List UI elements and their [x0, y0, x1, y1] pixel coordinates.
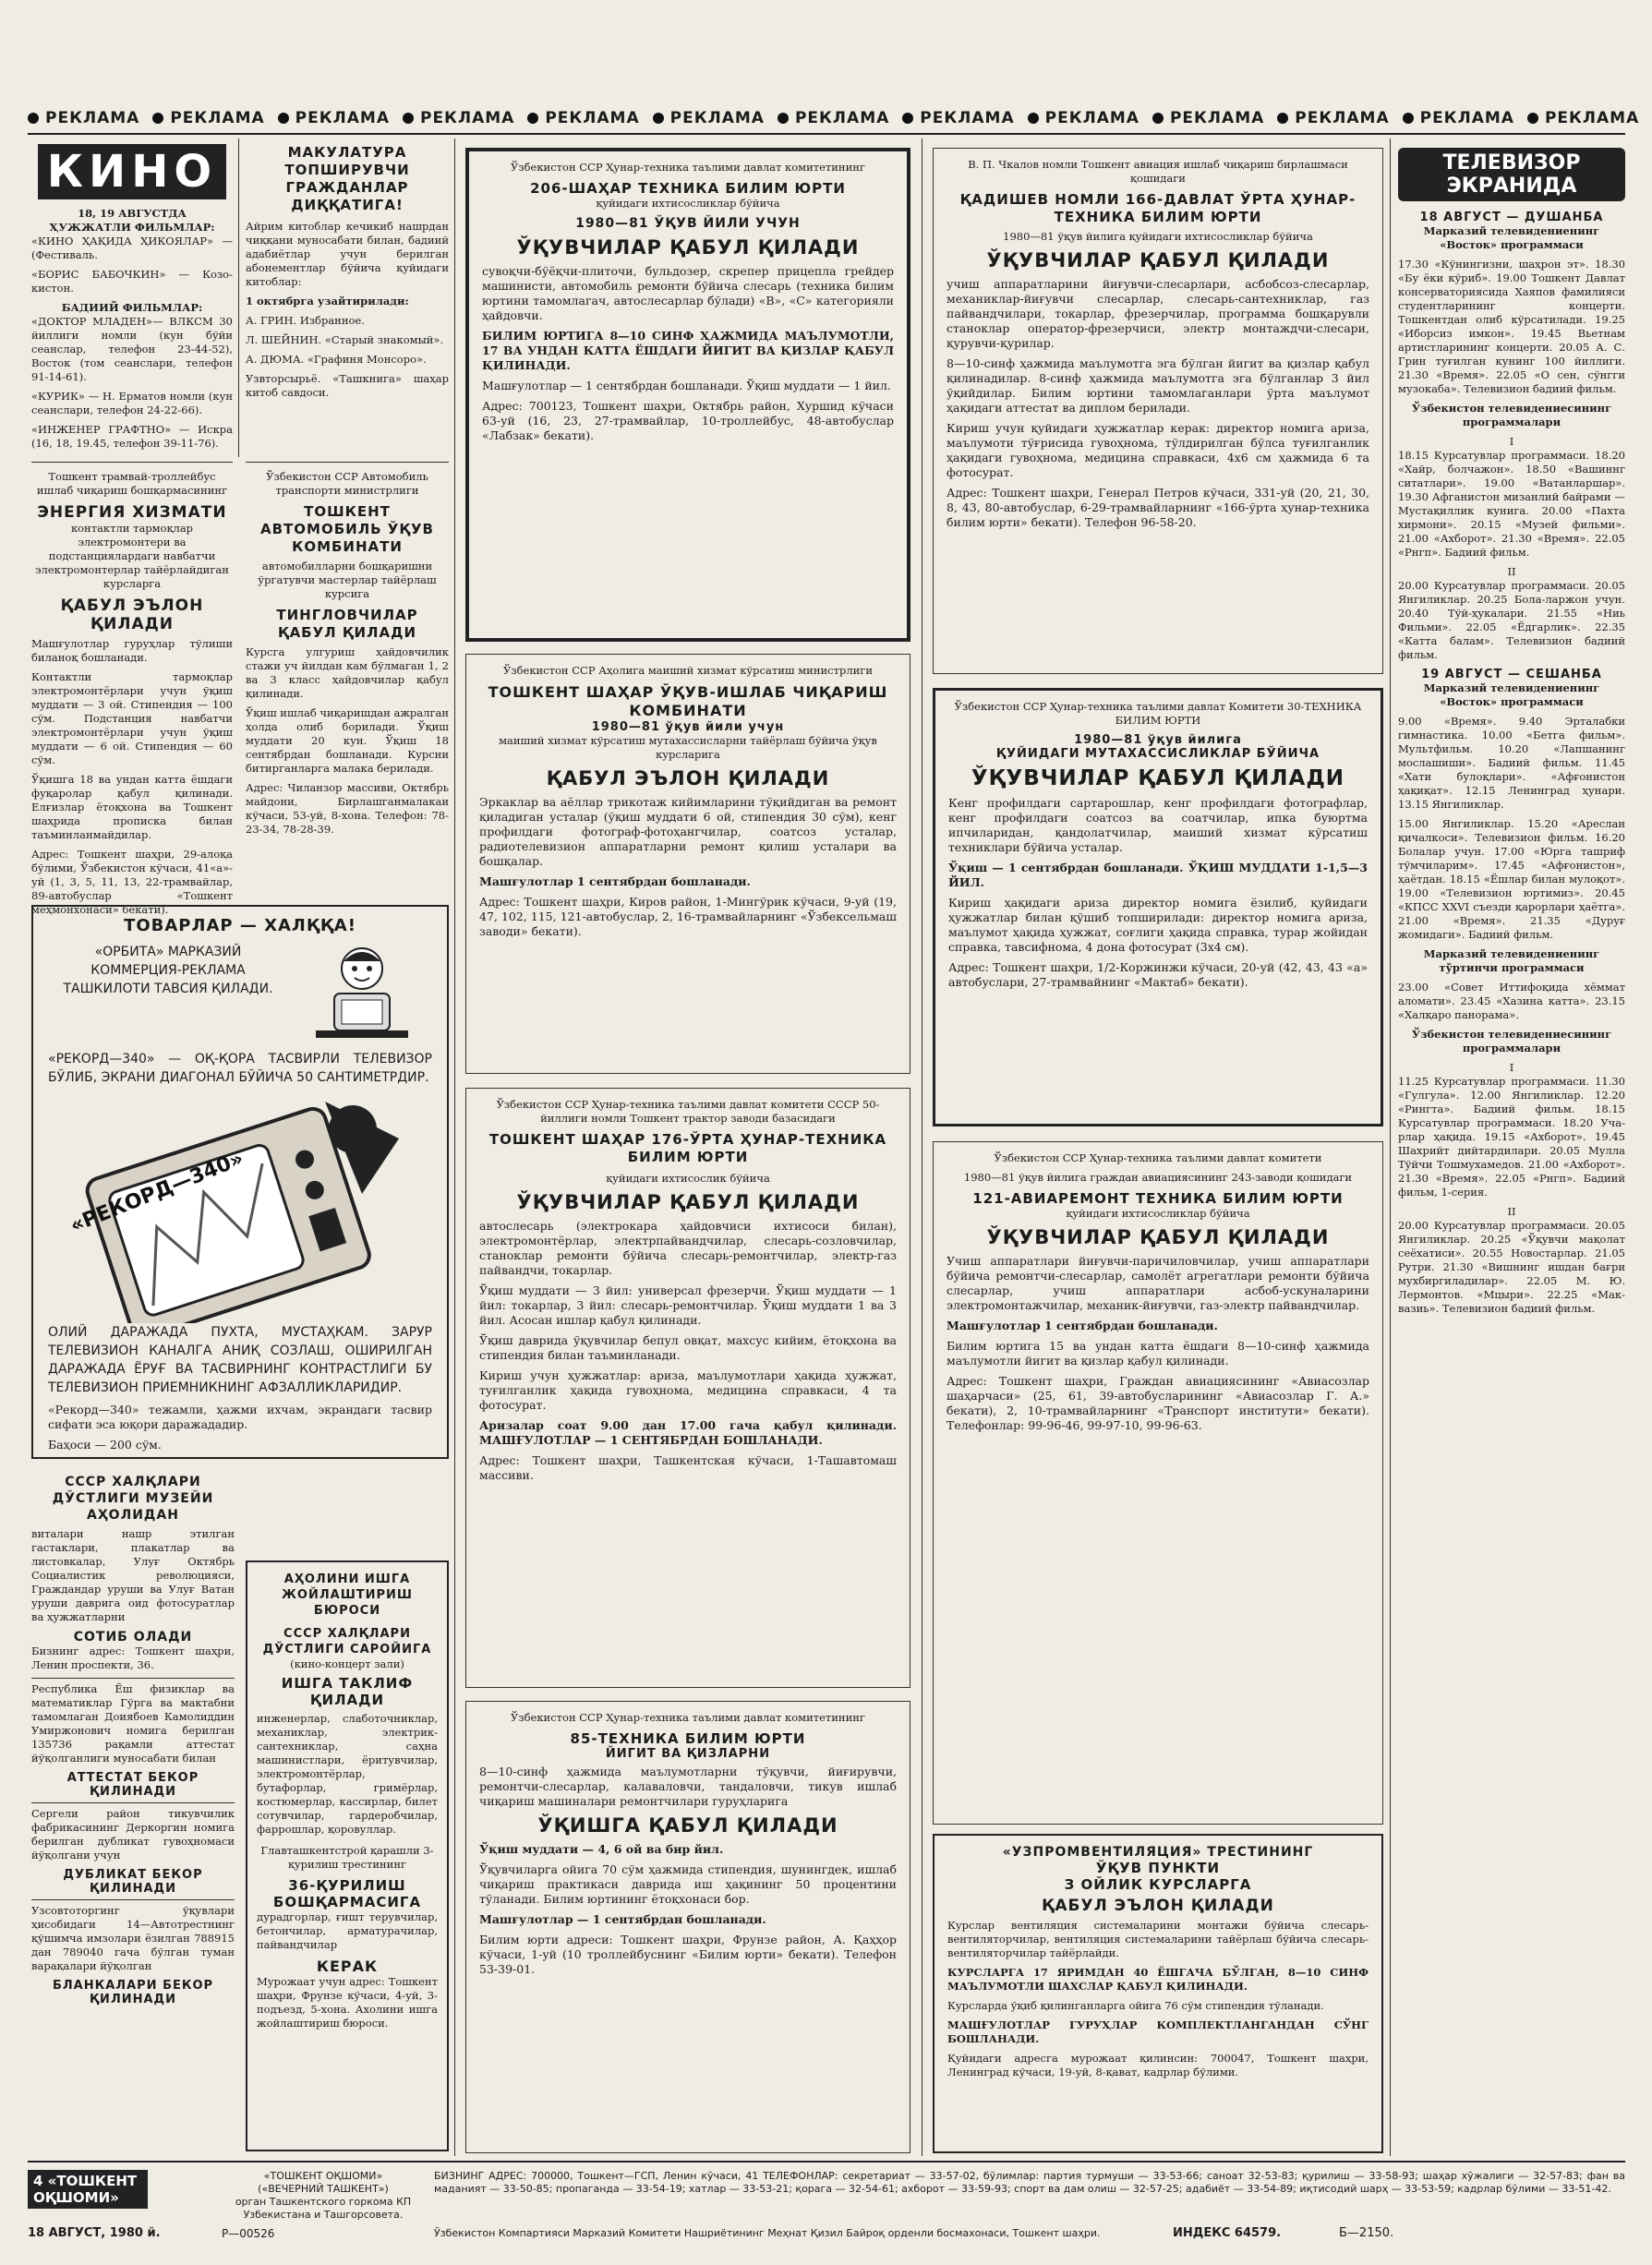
- tramvay-ad: [31, 462, 233, 916]
- ad-title: 85-ТЕХНИКА БИЛИМ ЮРТИ: [570, 1730, 806, 1747]
- ad-text: Ўқиш даврида ўқувчилар бепул овқат, махсус кийим, ётоқхона ва стипендия билан таъминланади.: [479, 1333, 897, 1362]
- ad-address: Адрес: Тошкент шаҳри, Граждан авиациясининг «Авиасозлар шаҳарчаси» (25, 61, 39-автобусларининг «Авиасозлар Г. А.» бекати), 2, 10-трамвайларнинг «Транспорт институти» бекати). Телефонлар: 99-96-46, 99-97-10, 99-96-63.: [947, 1374, 1369, 1432]
- ad-text: 1980—81 ўқув йили учун: [591, 720, 785, 734]
- ad-headline: ҚАБУЛ ЭЪЛОН ҚИЛАДИ: [546, 767, 830, 789]
- notice-text: Сергели район тикувчилик фабрикасининг Деркоргин номига берилган дубликат гувоҳномаси йўқолгани учун: [31, 1802, 235, 1862]
- makulatura-ad: [246, 144, 449, 444]
- book-item: А. ДЮМА. «Графиня Монсоро».: [246, 353, 427, 366]
- bullet-icon: [653, 113, 664, 124]
- tv-program-heading: Ўзбекистон телевидениесининг программалари: [1411, 402, 1612, 428]
- ad-text: Учиш аппаратлари йиғувчи-паричиловчилар, учиш аппаратлари бўйича ремонтчи-слесарлар, самолёт агрегатлари ремонти бўйича слесарлар, учиш аппаратлари асбоб-ускуналарини электромонтажчилар, механик-йиғувчи, газ-электр пайвандчилар.: [947, 1254, 1369, 1312]
- tv-channel: I: [1509, 1061, 1514, 1074]
- issue-code: Р—00526: [222, 2227, 275, 2240]
- reklama-item: [278, 109, 390, 127]
- ad-text: ЙИГИТ ВА ҚИЗЛАРНИ: [605, 1747, 771, 1761]
- ad-address: Билим юрти адреси: Тошкент шаҳри, Фрунзе район, А. Қаҳҳор кўчаси, 1-уй (10 троллейбуснинг «Билим юрти» бекати). Телефон 53-39-01.: [479, 1933, 897, 1976]
- tv-illustration: [48, 1092, 432, 1323]
- reklama-label: РЕКЛАМА: [170, 109, 265, 127]
- notice-headline: БЛАНКАЛАРИ БЕКОР ҚИЛИНАДИ: [52, 1979, 214, 2006]
- ad-title: ТОШКЕНТ ШАҲАР ЎҚУВ-ИШЛАБ ЧИҚАРИШ КОМБИНАТИ: [488, 683, 888, 719]
- ad-text: учиш аппаратларини йиғувчи-слесарлари, асбобсоз-слесарлар, механиклар-йиғувчи слесарлар, слесарь-сантехниклар, газ пайвандчилари, токарлар, фрезерчилар, программа бошқарувли станоклар оператор-фрезерчиси, электр монтаждчи-слесари, қурувчи-қурилар.: [947, 277, 1369, 350]
- column-rule: [1390, 139, 1391, 2156]
- tv-logo: ТЕЛЕВИЗОР ЭКРАНИДА: [1398, 148, 1625, 201]
- ad-text: Машғулотлар — 1 сентябрдан бошланади. Ўқиш муддати — 1 йил.: [482, 379, 891, 392]
- ad-intro: Ўзбекистон ССР Ҳунар-техника таълими давлат комитети СССР 50-йиллиги номли Тошкент трактор заводи базасидаги: [496, 1098, 880, 1125]
- tv-program-heading: Марказий телевидениенинг «Восток» программаси: [1423, 224, 1600, 251]
- ad-text: Айрим китоблар кечикиб нашрдан чиққани муносабати билан, бадиий адабиётлар учун берилган абонементлар бўйича қуйидаги китоблар:: [246, 220, 449, 288]
- ad-text: «Рекорд—340» тежамли, ҳажми ихчам, экрандаги тасвир сифати эса юқори даражададир.: [48, 1403, 432, 1431]
- ad-headline: 36-ҚУРИЛИШ БОШҚАРМАСИГА: [272, 1877, 422, 1910]
- reklama-item: [778, 109, 889, 127]
- ad-intro: Ўзбекистон ССР Ҳунар-техника таълими давлат комитети: [994, 1151, 1322, 1164]
- kino-date: 18, 19 АВГУСТДА: [78, 207, 187, 220]
- ishga-ad: [246, 1560, 449, 2151]
- reklama-label: РЕКЛАМА: [920, 109, 1015, 127]
- notice-text: Узсовтоторгинг ўқувлари ҳисобидаги 14—Автотрестнинг қўшимча имзолари ёзилган 788915 дан 789040 гача бўлган туман варақалари йўқолган: [31, 1899, 235, 1973]
- kino-item: «ДОКТОР МЛАДЕН»— ВЛКСМ 30 йиллиги номли (кун бўйи сеанслар, телефон 23-44-52), Восток (том сеанслари, телефон 91-14-61).: [31, 315, 233, 383]
- printer-info: Ўзбекистон Компартияси Марказий Комитети Нашриётининг Меҳнат Қизил Байроқ орденли босмахонаси, Тошкент шаҳри.: [434, 2227, 1101, 2239]
- kino-item: «ИНЖЕНЕР ГРАФТНО» — Искра (16, 18, 19.45, телефон 39-11-76).: [31, 423, 233, 450]
- ad-headline: ИШГА ТАКЛИФ ҚИЛАДИ: [281, 1675, 414, 1708]
- ad-intro: Ўзбекистон ССР Ҳунар-техника таълими давлат Комитети 30-ТЕХНИКА БИЛИМ ЮРТИ: [954, 700, 1362, 727]
- book-item: А. ГРИН. Избранное.: [246, 314, 365, 327]
- reklama-label: РЕКЛАМА: [1419, 109, 1514, 127]
- ad-text: БИЛИМ ЮРТИГА 8—10 СИНФ ҲАЖМИДА МАЪЛУМОТЛИ, 17 ВА УНДАН КАТТА ЁШДАГИ ЙИГИТ ВА ҚИЗЛАР ҚАБУЛ ҚИЛИНАДИ.: [482, 329, 894, 372]
- reklama-item: [152, 109, 264, 127]
- tv-listing: 20.00 Курсатувлар программаси. 20.05 Янгиликлар. 20.25 «Ўқувчи мақолат сеёхатиси». 20.55 Новостарлар. 21.05 Рутри. 21.30 «Вишнинг ишдан бағри мухбиргиладилар». 22.05 М. Ю. Лермонтов. «Мцыри». 22.25 «Мак-вазиь». Телевизион бадиий фильм.: [1398, 1219, 1625, 1315]
- ad-text: МАШҒУЛОТЛАР ГУРУҲЛАР КОМПЛЕКТЛАНГАНДАН СЎНГ БОШЛАНАДИ.: [947, 2018, 1369, 2045]
- reklama-item: [902, 109, 1014, 127]
- ad-text: Машғулотлар 1 сентябрдан бошланади.: [947, 1319, 1218, 1332]
- ad-text: Курсга улгуриш ҳайдовчилик стажи уч йилдан кам бўлмаган 1, 2 ва 3 класс ҳайдовчилар қабул қилинади.: [246, 645, 449, 700]
- ad-title: 121-АВИАРЕМОНТ ТЕХНИКА БИЛИМ ЮРТИ: [972, 1190, 1344, 1207]
- bullet-icon: [902, 113, 913, 124]
- ad-text: Ўқишга 18 ва ундан катта ёшдаги фуқаролар қабул қилинади. Елғизлар ётоқхона ва Тошкент шаҳрида прописка билан таъминланмайдилар.: [31, 773, 233, 841]
- tv-program-heading: Ўзбекистон телевидениесининг программалари: [1411, 1028, 1612, 1054]
- ad-30: [933, 688, 1383, 1126]
- reklama-label: РЕКЛАМА: [669, 109, 765, 127]
- ad-text: Курслар вентиляция системаларини монтажи бўйича слесарь-вентиляторчилар, вентиляция системаларини тайёрлаш бўйича слесарь-вентиляторчилар тайёрлайди.: [947, 1919, 1369, 1959]
- ad-text: контактли тармоқлар электромонтери ва подстанциялардаги навбатчи электромонтерлар тайёрлайдиган курсларга: [35, 522, 229, 590]
- reklama-item: [527, 109, 639, 127]
- reklama-item: [1152, 109, 1264, 127]
- reklama-item: [1028, 109, 1140, 127]
- ad-text: ОЛИЙ ДАРАЖАДА ПУХТА, МУСТАҲКАМ. ЗАРУР ТЕЛЕВИЗИОН КАНАЛГА АНИҚ СОЗЛАШ, ОШИРИЛГАН ДАРАЖАДА ЁРУҒ ВА ТАСВИРНИНГ КОНТРАСТЛИГИ БУ ТЕЛЕВИЗИОН ПРИЕМНИКНИНГ АФЗАЛЛИКЛАРИДИР.: [48, 1325, 432, 1395]
- ad-text: автомобилларни бошқаришни ўргатувчи мастерлар тайёрлаш курсига: [258, 560, 437, 600]
- maishiy-ad: [465, 654, 910, 1074]
- ad-text: 1 октябрга узайтирилади:: [246, 295, 409, 307]
- index-number: ИНДЕКС 64579.: [1173, 2226, 1282, 2240]
- paper-name: «ТОШКЕНТ ОҚШОМИ»: [263, 2170, 383, 2182]
- ad-text: Контактли тармоқлар электромонтёрлари учун ўқиш муддати — 3 ой. Стипендия — 100 сўм. Подстанция навбатчи электромонтёрлари учун ўқиш муддати — 6 ой. Стипендия — 60 сўм.: [31, 670, 233, 766]
- ad-text: «РЕКОРД—340» — ОҚ-ҚОРА ТАСВИРЛИ ТЕЛЕВИЗОР БЎЛИБ, ЭКРАНИ ДИАГОНАЛ БЎЙИЧА 50 САНТИМЕТРДИР.: [48, 1052, 432, 1085]
- ad-address: Адрес: Тошкент шаҳри, 29-алоқа бўлими, Ўзбекистон кўчаси, 41«а»-уй (1, 3, 5, 11, 13, 22-трамвайлар, 89-автобуслар «Тошкент меҳмонхонаси» бекати).: [31, 848, 233, 916]
- tv-channel: I: [1509, 435, 1514, 448]
- bullet-icon: [403, 113, 414, 124]
- bullet-icon: [28, 113, 39, 124]
- ad-text: 8—10-синф ҳажмида маълумотларни тўқувчи, йиғирувчи, ремонтчи-слесарлар, калаваловчи, тандаловчи, тикув ишлаб чиқариш машиналари ремонтчилари гуруҳларига: [479, 1765, 897, 1808]
- issue-date: 18 АВГУСТ, 1980 й.: [28, 2226, 161, 2240]
- ad-text: Ўқиш муддати — 4, 6 ой ва бир йил.: [479, 1842, 724, 1856]
- ad-text: Курсларда ўқиб қилинганларга ойига 76 сўм стипендия тўланади.: [947, 1999, 1324, 2012]
- ad-text: Ўқиш — 1 сентябрдан бошланади. ЎҚИШ МУДДАТИ 1-1,5—3 ЙИЛ.: [948, 861, 1368, 889]
- ad-address: Бизнинг адрес: Тошкент шаҳри, Ленин проспекти, 36.: [31, 1645, 235, 1671]
- ad-title: ҚАДИШЕВ НОМЛИ 166-ДАВЛАТ ЎРТА ҲУНАР-ТЕХНИКА БИЛИМ ЮРТИ: [959, 191, 1357, 225]
- ad-text: сувоқчи-бўёқчи-плиточи, бульдозер, скрепер прицепла грейдер машинисти, автомобиль ремонти бўйича слесарь (техника билим юртини тамомлагач, автослесарлар бўлади) «В», «С» категорияли ҳайдовчи.: [482, 264, 894, 322]
- ad-title: 206-ШАҲАР ТЕХНИКА БИЛИМ ЮРТИ: [530, 180, 846, 197]
- ad-text: Кенг профилдаги сартарошлар, кенг профилдаги фотографлар, кенг профилдаги соатсоз ва соатчилар, ипка буюртма ипчиларидан, қандолатчилар, маиший хизмат кўрсатиш техниклари бўйича усталар.: [948, 796, 1368, 854]
- ad-text: 1980—81 ЎҚУВ ЙИЛИ УЧУН: [575, 216, 801, 231]
- reklama-label: РЕКЛАМА: [1044, 109, 1140, 127]
- footer-masthead: [28, 2170, 148, 2209]
- reklama-label: РЕКЛАМА: [419, 109, 515, 127]
- ad-title: ЎҚУВ ПУНКТИ: [1095, 1860, 1221, 1876]
- uzprom-ad: [933, 1834, 1383, 2153]
- ad-text: дурадгорлар, ғишт терувчилар, бетончилар, арматурачилар, пайвандчилар: [257, 1910, 438, 1951]
- reklama-label: РЕКЛАМА: [45, 109, 140, 127]
- ad-text: виталари нашр этилган гастаклари, плакатлар ва листовкалар, Улуғ Октябрь Социалистик революцияси, Граждандар уруши ва Улуғ Ватан уруши даврига оид фотосуратлар ва ҳужжатларни: [31, 1527, 235, 1623]
- ad-text: Машғулотлар 1 сентябрдан бошланади.: [479, 874, 751, 888]
- ad-headline: ТИНГЛОВЧИЛАР ҚАБУЛ ҚИЛАДИ: [276, 607, 418, 641]
- ad-text: автослесарь (электрокара ҳайдовчиси ихтисоси билан), электромонтёрлар, электрпайвандчилар, слесарь-созловчилар, станоклар ремонти бўйича слесарь-ремонтчилар, электр-газ пайвандчи, токарлар.: [479, 1219, 897, 1277]
- reklama-item: [1277, 109, 1389, 127]
- bullet-icon: [1152, 113, 1164, 124]
- bullet-icon: [1403, 113, 1414, 124]
- ad-text: қуйидаги ихтисослик бўйича: [606, 1172, 770, 1185]
- bullet-icon: [1028, 113, 1039, 124]
- reklama-label: РЕКЛАМА: [794, 109, 890, 127]
- ad-intro: Ўзбекистон ССР Ҳунар-техника таълими давлат комитетининг: [511, 1711, 865, 1724]
- bullet-icon: [1527, 113, 1538, 124]
- page-footer: [28, 2161, 1625, 2253]
- avtomobil-ad: [246, 462, 449, 886]
- tv-day: 19 АВГУСТ — СЕШАНБА: [1421, 668, 1602, 681]
- tv-listing: 15.00 Янгиликлар. 15.20 «Ареслан қичалкоси». Телевизион фильм. 16.20 Болалар учун. 17.00 «Юрга ташриф тўмчиларим». 17.45 «Афғонистон», ҳаётдан. 18.15 «Ёшлар билан мулоқот». 19.00 «Телевизион юртимиз». 20.45 «КПСС XXVI съезди қарорлари ҳаётга». 21.00 «Время». 21.35 «Дуруғ жомидаги». Бадиий фильм.: [1398, 817, 1625, 941]
- notice-headline: АТТЕСТАТ БЕКОР ҚИЛИНАДИ: [66, 1771, 199, 1799]
- ad-intro: АҲОЛИНИ ИШГА ЖОЙЛАШТИРИШ БЮРОСИ: [282, 1572, 413, 1618]
- ad-title: ЭНЕРГИЯ ХИЗМАТИ: [37, 503, 227, 522]
- tv-channel: II: [1507, 1205, 1516, 1218]
- tv-program: [1398, 148, 1625, 2153]
- ad-headline: ЎҚУВЧИЛАР ҚАБУЛ ҚИЛАДИ: [986, 1226, 1330, 1248]
- bullet-icon: [278, 113, 289, 124]
- ad-intro: Ўзбекистон ССР Ҳунар-техника таълими давлат комитетининг: [511, 161, 865, 174]
- kino-item: «БОРИС БАБОЧКИН» — Козо-кистон.: [31, 268, 233, 295]
- column-rule: [454, 139, 455, 2156]
- kino-item: «КУРИК» — Н. Ерматов номли (кун сеанслари, телефон 24-22-66).: [31, 390, 233, 416]
- reklama-item: [1403, 109, 1514, 127]
- ad-text: Ўқувчиларга ойига 70 сўм ҳажмида стипендия, шунингдек, ишлаб чиқариш практикаси даврида иш ҳақининг 50 процентини тўланади. Билим юртининг ётоқхонаси бор.: [479, 1862, 897, 1906]
- kino-item: «КИНО ҲАҚИДА ҲИКОЯЛАР» — (Фестиваль.: [31, 235, 233, 261]
- newspaper-logo: 4 «ТОШКЕНТ ОҚШОМИ»: [28, 2170, 148, 2209]
- ad-166: [933, 148, 1383, 674]
- ad-text: 1980—81 ўқув йилига қуйидаги ихтисосликлар бўйича: [1003, 230, 1313, 243]
- tv-listing: 20.00 Курсатувлар программаси. 20.05 Янгиликлар. 20.25 Бола-ларжон учун. 20.40 Тўй-ҳукалари. 21.55 «Ниь Фильми». 22.05 «Ёдгарлик». 22.35 «Катта балам». Телевизион бадиий фильм.: [1398, 579, 1625, 661]
- ad-address: Адрес: Чиланзор массиви, Октябрь майдони, Бирлашганмалакаи кўчаси, 53-уй, 8-хона. Телефон: 78-23-34, 78-28-39.: [246, 781, 449, 836]
- ad-title: СССР ХАЛҚЛАРИ ДЎСТЛИГИ МУЗЕЙИ АҲОЛИДАН: [52, 1475, 214, 1523]
- ad-text: қуйидаги ихтисосликлар бўйича: [596, 197, 780, 210]
- ad-intro: «УЗПРОМВЕНТИЛЯЦИЯ» ТРЕСТИНИНГ: [1002, 1845, 1314, 1860]
- ad-text: Кириш ҳақидаги ариза директор номига ёзилиб, қуйидаги ҳужжатлар билан қўшиб топширилади: директор номига ариза, маълумот ҳақида ҳужжат, соғлиги ҳақида справка, турар жойидан справка, тавсифнома, 4 дона фотосурат (3х4 см).: [948, 896, 1368, 954]
- reklama-label: РЕКЛАМА: [1544, 109, 1640, 127]
- ad-206: [465, 148, 910, 642]
- ad-text: Аризалар соат 9.00 дан 17.00 гача қабул қилинади. МАШҒУЛОТЛАР — 1 СЕНТЯБРДАН БОШЛАНАДИ.: [479, 1418, 897, 1447]
- tv-listing: 18.15 Курсатувлар программаси. 18.20 «Хайр, болчажон». 18.50 «Вашиннг ситатлари». 19.00 «Ватанларшар». 19.30 Афганистон мизанлий байрами — Мустақиллик кунига. 20.00 «Пахта хирмони». 20.15 «Музей фильми». 21.00 «Ахборот». 21.30 «Время». 22.05 «Рнгп». Бадиий фильм.: [1398, 449, 1625, 559]
- ad-text: 1980—81 ўқув йилига: [1074, 733, 1242, 747]
- tv-program-heading: Марказий телевидениенинг тўртинчи программаси: [1423, 947, 1600, 974]
- reklama-label: РЕКЛАМА: [1169, 109, 1265, 127]
- ad-text: 1980—81 ўқув йилига граждан авиациясининг 243-заводи қошидаги: [963, 1171, 1353, 1184]
- reklama-label: РЕКЛАМА: [295, 109, 390, 127]
- tv-listing: 11.25 Курсатувлар программаси. 11.30 «Гулгула». 12.00 Янгиликлар. 12.20 «Рингта». Бадиий фильм. 18.15 Курсатувлар программаси. 18.20 Уча-рлар ҳақида. 19.15 «Ахборот». 19.45 Шахрийт дийтардилари. 20.05 Мулла Тўйчи Тошмухамедов. 21.00 «Ахборот». 21.30 «Время». 22.05 «Рнгп». Бадиий фильм, 1-серия.: [1398, 1075, 1625, 1199]
- tv-label: «РЕКОРД—340»: [66, 1147, 247, 1238]
- price: Баҳоси — 200 сўм.: [48, 1438, 162, 1452]
- ad-headline: ЎҚУВЧИЛАР ҚАБУЛ ҚИЛАДИ: [986, 249, 1330, 271]
- ad-text: 8—10-синф ҳажмида маълумотга эга бўлган йигит ва қизлар қабул қилинадилар. 8-синф ҳажмида маълумотга эга бўлганлар 3 йил ўқийдилар. Билим юртини тамомлаганлари ўрта маълумот ҳақидаги аттестат ва диплом берилади.: [947, 356, 1369, 415]
- paper-organ: орган Ташкентского горкома КП Узбекистана и Ташгорсовета.: [235, 2196, 412, 2221]
- ad-headline: ҚАБУЛ ЭЪЛОН ҚИЛАДИ: [1042, 1897, 1274, 1915]
- ad-headline: ЎҚИШГА ҚАБУЛ ҚИЛАДИ: [537, 1814, 838, 1837]
- reklama-item: [653, 109, 765, 127]
- ad-text: (кино-концерт зали): [290, 1657, 404, 1670]
- ad-headline: КЕРАК: [316, 1958, 379, 1975]
- reklama-strip: [28, 103, 1640, 135]
- ad-text: З ОЙЛИК КУРСЛАРГА: [1064, 1876, 1252, 1893]
- ad-headline: ЎҚУВЧИЛАР ҚАБУЛ ҚИЛАДИ: [516, 1191, 860, 1213]
- ad-address: Мурожаат учун адрес: Тошкент шаҳри, Фрунзе кўчаси, 4-уй, 3-подъезд, 5-хона. Ахолини ишга жойлаштириш бюроси.: [257, 1975, 438, 2030]
- tv-listing: 17.30 «Кўнингизни, шаҳрон эт». 18.30 «Бу ёки кўриб». 19.00 Тошкент Давлат консерваториясида Хаяпов фамилияси студентларининг концерти. Тошкентдан олиб кўрсатилади. 19.25 «Иборсиз имкон». 19.45 Вьетнам артистларининг концерти. 20.05 А. С. Грин туғилган кунинг 100 йиллиги. 21.30 «Время». 22.05 «О сен, сўнгги музокаба». Телевизион бадиий фильм.: [1398, 258, 1625, 395]
- kino-logo: КИНО: [38, 144, 226, 199]
- ad-text: «ОРБИТА» МАРКАЗИЙ КОММЕРЦИЯ-РЕКЛАМА ТАШКИЛОТИ ТАВСИЯ ҚИЛАДИ.: [63, 945, 273, 996]
- bullet-icon: [152, 113, 163, 124]
- ad-text: Билим юртига 15 ва ундан катта ёшдаги 8—10-синф ҳажмида маълумотли йигит ва қизлар қабул қилинади.: [947, 1339, 1369, 1367]
- tv-listing: 23.00 «Совет Иттифоқида хёммат аломати». 23.45 «Хазина катта». 23.15 «Халқаро панорама».: [1398, 981, 1625, 1021]
- tv-listing: 9.00 «Время». 9.40 Эрталабки гимнастика. 10.00 «Бетга фильм». Мультфильм. 10.20 «Лапшанинг мослашиши». Бадиий фильм. 11.45 «Хати булоқлари». «Афғонистон ҳақиқат». 12.15 Ленинград ҳунари. 13.15 Янгиликлар.: [1398, 715, 1625, 811]
- bullet-icon: [1277, 113, 1288, 124]
- tv-channel: II: [1507, 565, 1516, 578]
- book-item: Л. ШЕЙНИН. «Старый знакомый».: [246, 333, 444, 346]
- ad-title: ТОШКЕНТ ШАҲАР 176-ЎРТА ҲУНАР-ТЕХНИКА БИЛИМ ЮРТИ: [488, 1131, 887, 1165]
- reklama-item: [1527, 109, 1639, 127]
- ad-address: Қуйидаги адресга мурожаат қилинсин: 700047, Тошкент шаҳри, Ленинград кўчаси, 19-уй, 8-қават, кадрлар бўлими.: [947, 2052, 1369, 2078]
- ad-intro: В. П. Чкалов номли Тошкент авиация ишлаб чиқариш бирлашмаси қошидаги: [968, 158, 1348, 185]
- bullet-icon: [527, 113, 538, 124]
- ad-title: МАКУЛАТУРА ТОПШИРУВЧИ ГРАЖДАНЛАР ДИҚҚАТИГА!: [284, 144, 410, 213]
- ad-text: Эркаклар ва аёллар трикотаж кийимларини тўқийдиган ва ремонт қиладиган усталар (ўқиш муддати 6 ой, стипендия 30 сўм), кенг профилдаги фотограф-фотоҳангчилар, соатсоз усталар, радиотелевизион аппаратларни ремонт қилиш усталари ва бошқалар.: [479, 795, 897, 868]
- ad-address: Адрес: 700123, Тошкент шаҳри, Октябрь район, Хуршид кўчаси 63-уй (16, 23, 27-трамвайлар, 10-троллейбус, 48-автобуслар «Лабзак» бекати).: [482, 399, 894, 442]
- reklama-label: РЕКЛАМА: [1295, 109, 1390, 127]
- tovarlar-ad: [31, 905, 449, 1459]
- ad-title: ТОВАРЛАР — ХАЛҚҚА!: [124, 916, 356, 935]
- reklama-item: [403, 109, 514, 127]
- ad-text: Кириш учун қуйидаги ҳужжатлар керак: директор номига ариза, маълумоти тўғрисида гувоҳнома, тўлдирилган бўлса туғилганлик ҳақидаги гувоҳнома, медицина справкаси, 4х6 см ҳажмида 6 та фотосурат.: [947, 421, 1369, 479]
- ad-text: Машғулотлар гуруҳлар тўлиши биланоқ бошланади.: [31, 637, 233, 664]
- ad-headline: СОТИБ ОЛАДИ: [73, 1630, 193, 1645]
- ad-text: инженерлар, слаботочниклар, механиклар, электрик-сантехниклар, саҳна машинистлари, ёритувчилар, электромонтёрлар, бутафорлар, гримёрлар, костюмерлар, кассирлар, билет сотувчилар, гардеробчилар, фаррошлар, қоровуллар.: [257, 1712, 438, 1836]
- ad-address: Адрес: Тошкент шаҳри, 1/2-Коржинжи кўчаси, 20-уй (42, 43, 43 «а» автобуслари, 27-трамвайнинг «Мактаб» бекати).: [948, 960, 1368, 989]
- boy-with-tv-icon: [297, 943, 427, 1044]
- ad-title: ТОШКЕНТ АВТОМОБИЛЬ ЎҚУВ КОМБИНАТИ: [260, 503, 434, 555]
- reklama-label: РЕКЛАМА: [545, 109, 640, 127]
- kino-listing: [31, 144, 233, 458]
- ad-85: [465, 1701, 910, 2153]
- tv-program-heading: Марказий телевидениенинг «Восток» программаси: [1423, 681, 1600, 708]
- ad-text: Машғулотлар — 1 сентябрдан бошланади.: [479, 1912, 766, 1926]
- ad-title: ҚУЙИДАГИ МУТАХАССИСЛИКЛАР БЎЙИЧА: [995, 747, 1320, 761]
- ad-headline: ЎҚУВЧИЛАР ҚАБУЛ ҚИЛАДИ: [971, 766, 1345, 790]
- ad-headline: ҚАБУЛ ЭЪЛОН ҚИЛАДИ: [60, 596, 204, 633]
- ad-address: Адрес: Тошкент шаҳри, Киров район, 1-Мингўрик кўчаси, 9-уй (19, 47, 102, 115, 121-автобуслар, 2, 16-трамвайларнинг «Ўзбексельмаш заводи» бекати).: [479, 895, 897, 938]
- ad-text: Узвторсырьё. «Ташкнига» шаҳар китоб савдоси.: [246, 372, 449, 399]
- kino-heading: БАДИИЙ ФИЛЬМЛАР:: [61, 301, 203, 314]
- ad-121: [933, 1141, 1383, 1825]
- ad-text: Кириш учун ҳужжатлар: ариза, маълумотлари ҳақида ҳужжат, туғилганлик ҳақида гувоҳнома, медицина справкаси, 4 та фотосурат.: [479, 1368, 897, 1412]
- ad-address: Адрес: Тошкент шаҳри, Генерал Петров кўчаси, 331-уй (20, 21, 30, 8, 43, 80-автобуслар, 6-29-трамвайларнинг «166-ўрта ҳунар-техника билим юрти» бекати). Телефон 96-58-20.: [947, 486, 1369, 529]
- tv-day: 18 АВГУСТ — ДУШАНБА: [1419, 211, 1604, 224]
- notice-headline: ДУБЛИКАТ БЕКОР ҚИЛИНАДИ: [63, 1868, 203, 1896]
- ad-text: Ўқиш ишлаб чиқаришдан ажралган ҳолда олиб борилади. Ўқиш муддати 20 кун. Ўқиш 18 сентябрдан бошланади. Курсни битирганларга малака берилади.: [246, 706, 449, 775]
- bullet-icon: [778, 113, 789, 124]
- ad-intro: Ўзбекистон ССР Автомобиль транспорти министрлиги: [266, 470, 428, 497]
- ad-headline: ЎҚУВЧИЛАР ҚАБУЛ ҚИЛАДИ: [516, 236, 860, 259]
- ad-text: Главташкентстрой қарашли 3-қурилиш трестининг: [260, 1844, 434, 1871]
- ad-title: СССР ХАЛҚЛАРИ ДЎСТЛИГИ САРОЙИГА: [262, 1627, 432, 1657]
- ad-intro: Тошкент трамвай-троллейбус ишлаб чиқариш бошқармасининг: [36, 470, 228, 497]
- ad-address: Адрес: Тошкент шаҳри, Ташкентская кўчаси, 1-Ташавтомаш массиви.: [479, 1453, 897, 1482]
- paper-name-ru: («ВЕЧЕРНИЙ ТАШКЕНТ»): [258, 2183, 389, 2195]
- order-number: Б—2150.: [1339, 2226, 1394, 2240]
- notice-text: Республика Ёш физиклар ва математиклар Гўрга ва мактабни тамомлаган Доиябоев Камолиддин Умиржонович номига берилган 135736 рақамли аттестат йўқолганлиги муносабати билан: [31, 1678, 235, 1765]
- muzey-ad: [31, 1474, 235, 2152]
- ad-intro: Ўзбекистон ССР Аҳолига маиший хизмат кўрсатиш министрлиги: [503, 664, 873, 677]
- kino-heading: ҲУЖЖАТЛИ ФИЛЬМЛАР:: [49, 221, 215, 234]
- ad-text: маиший хизмат кўрсатиш мутахассисларни тайёрлаш бўйича ўқув курсларига: [499, 734, 877, 761]
- footer-publisher: [222, 2170, 425, 2222]
- ad-176: [465, 1088, 910, 1688]
- footer-address: БИЗНИНГ АДРЕС: 700000, Тошкент—ГСП, Ленин кўчаси, 41 ТЕЛЕФОНЛАР: секретариат — 33-57-02, бўлимлар: партия турмуши — 33-53-66; саноат 32-53-83; қурилиш — 33-58-93; шаҳар хўжалиги — 32-57-83; фан ва маданият — 33-50-85; пропаганда — 33-54-19; хатлар — 33-53-21; қорага — 32-54-61; ахборот — 33-59-93; спорт ва дам олиш — 32-57-25; адабиёт — 33-54-89; иқтисодий шарҳ — 33-53-59; кадрлар бўлими — 33-51-42.: [434, 2170, 1625, 2195]
- reklama-item: [28, 109, 139, 127]
- ad-text: КУРСЛАРГА 17 ЯРИМДАН 40 ЁШГАЧА БЎЛГАН, 8—10 СИНФ МАЪЛУМОТЛИ ШАХСЛАР ҚАБУЛ ҚИЛИНАДИ.: [947, 1966, 1369, 1993]
- ad-text: Ўқиш муддати — 3 йил: универсал фрезерчи. Ўқиш муддати — 1 йил: токарлар, 3 йил: слесарь-ремонтчилар. Ўқиш муддати 1 ва 3 йил. Асосан ишлар қабул қилинади.: [479, 1283, 897, 1327]
- column-rule: [238, 139, 239, 457]
- ad-text: қуйидаги ихтисосликлар бўйича: [1066, 1207, 1250, 1220]
